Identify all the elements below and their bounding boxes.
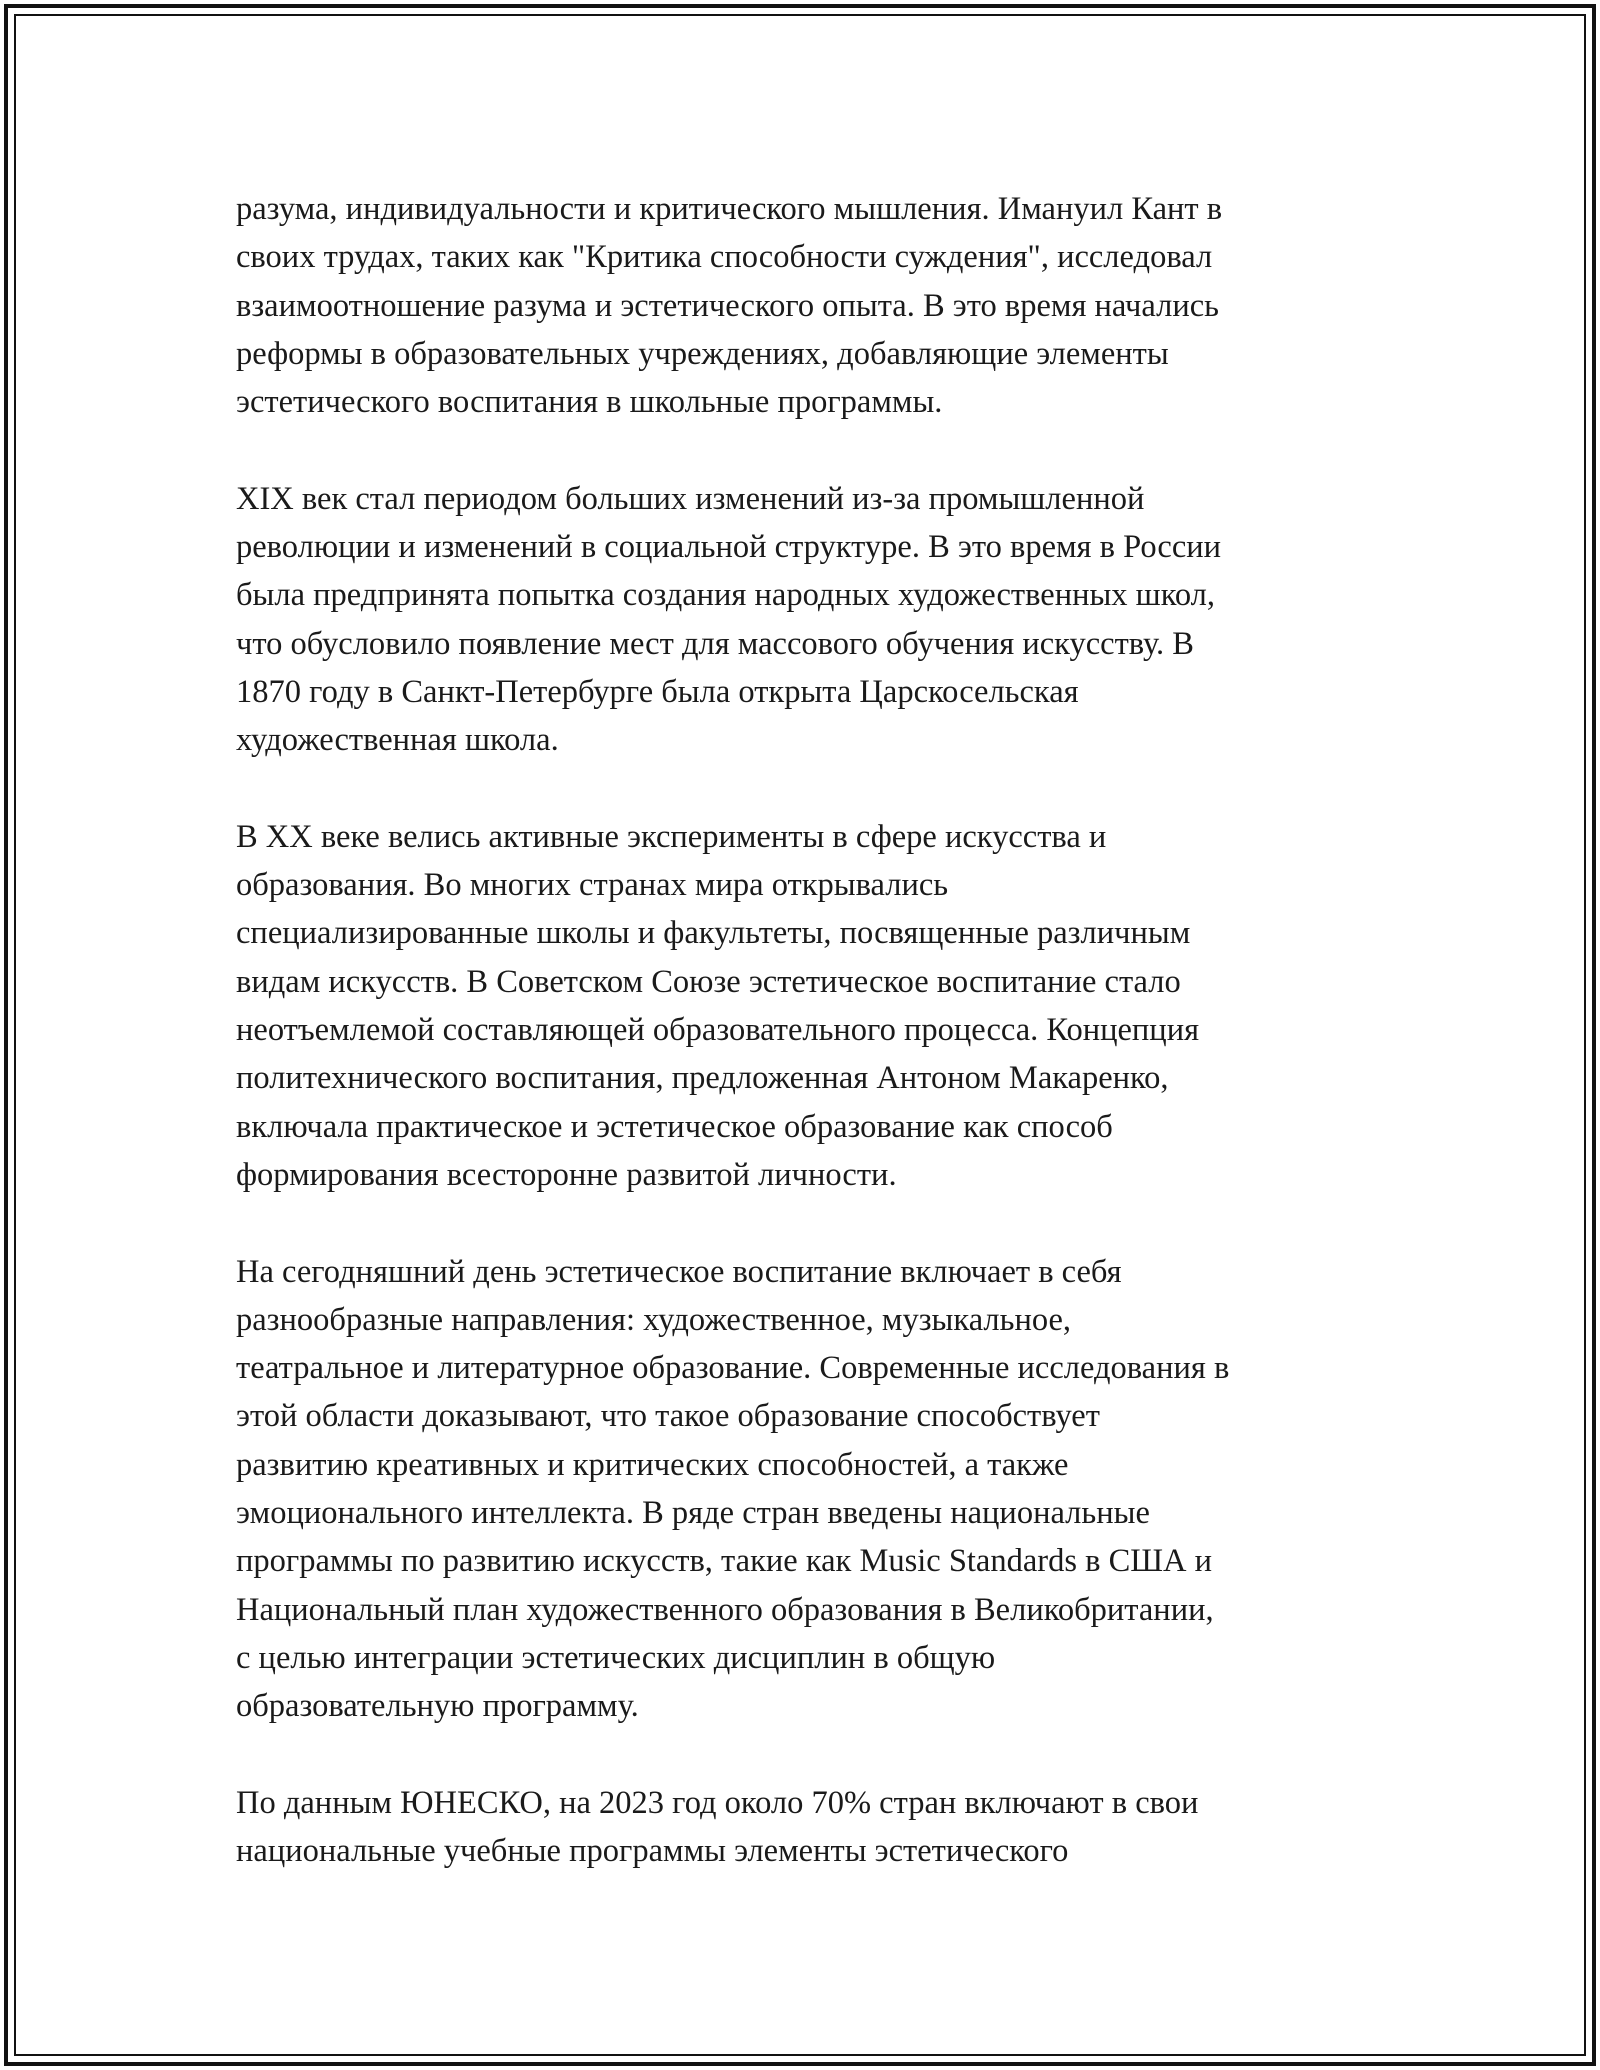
text-line: национальные учебные программы элементы эстетического bbox=[236, 1833, 1069, 1870]
text-line: реформы в образовательных учреждениях, добавляющие элементы bbox=[236, 335, 1169, 372]
text-line: разума, индивидуальности и критического мышления. Имануил Кант в bbox=[236, 191, 1223, 227]
text-line: разнообразные направления: художественное, музыкальное, bbox=[236, 1301, 1072, 1338]
text-line: образования. Во многих странах мира открывались bbox=[236, 867, 949, 904]
text-line: 1870 году в Санкт-Петербурге была открыта Царскосельская bbox=[236, 673, 1079, 710]
text-line: В XX веке велись активные эксперименты в сфере искусства и bbox=[236, 818, 1107, 855]
text-line: своих трудах, таких как "Критика способности суждения", исследовал bbox=[236, 239, 1213, 276]
text-line: была предпринята попытка создания народных художественных школ, bbox=[236, 577, 1216, 614]
text-line: с целью интеграции эстетических дисциплин в общую bbox=[236, 1639, 996, 1676]
text-line: эмоционального интеллекта. В ряде стран введены национальные bbox=[236, 1495, 1150, 1532]
paragraph-5 bbox=[236, 1779, 1366, 1876]
text-line: включала практическое и эстетическое образование как способ bbox=[236, 1108, 1113, 1145]
text-line: что обусловило появление мест для массового обучения искусству. В bbox=[236, 625, 1194, 662]
text-line: политехнического воспитания, предложенная Антоном Макаренко, bbox=[236, 1060, 1169, 1097]
paragraph-1 bbox=[236, 185, 1366, 426]
text-line: По данным ЮНЕСКО, на 2023 год около 70% стран включают в свои bbox=[236, 1784, 1199, 1821]
text-line: специализированные школы и факультеты, посвященные различным bbox=[236, 915, 1191, 952]
text-line: образовательную программу. bbox=[236, 1688, 639, 1725]
text-line: развитию креативных и критических способностей, а также bbox=[236, 1446, 1069, 1483]
text-line: Национальный план художественного образования в Великобритании, bbox=[236, 1591, 1214, 1628]
text-line: эстетического воспитания в школьные программы. bbox=[236, 384, 943, 421]
text-line: видам искусств. В Советском Союзе эстетическое воспитание стало bbox=[236, 963, 1181, 1000]
text-line: XIX век стал периодом больших изменений из-за промышленной bbox=[236, 480, 1145, 517]
text-line: На сегодняшний день эстетическое воспитание включает в себя bbox=[236, 1253, 1122, 1290]
paragraph-2 bbox=[236, 475, 1366, 765]
document-body bbox=[236, 185, 1366, 1924]
text-line: формирования всесторонне развитой личности. bbox=[236, 1156, 897, 1193]
text-line: этой области доказывают, что такое образование способствует bbox=[236, 1398, 1100, 1435]
text-line: художественная школа. bbox=[236, 722, 559, 759]
text-line: театральное и литературное образование. Современные исследования в bbox=[236, 1350, 1230, 1387]
text-line: взаимоотношение разума и эстетического опыта. В это время начались bbox=[236, 287, 1219, 324]
paragraph-4 bbox=[236, 1248, 1366, 1731]
text-line: программы по развитию искусств, такие как Music Standards в США и bbox=[236, 1543, 1213, 1580]
text-line: революции и изменений в социальной структуре. В это время в России bbox=[236, 529, 1222, 566]
paragraph-3 bbox=[236, 813, 1366, 1199]
text-line: неотъемлемой составляющей образовательного процесса. Концепция bbox=[236, 1012, 1200, 1049]
